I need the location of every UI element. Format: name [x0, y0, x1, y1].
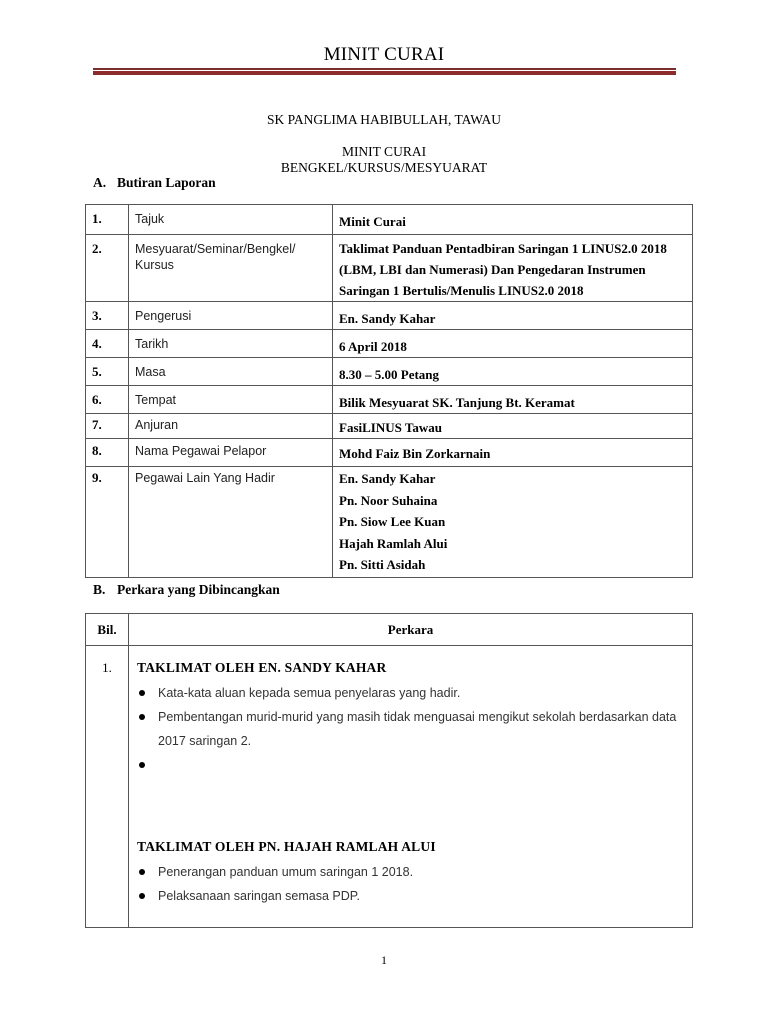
row-field [129, 414, 333, 439]
table-row [86, 414, 693, 439]
table-row [86, 358, 693, 386]
row-field [129, 330, 333, 358]
page-number: 1 [381, 953, 387, 967]
row-value-text: 6 April 2018 [339, 339, 407, 354]
bullet-list [137, 860, 684, 908]
row-value [333, 386, 693, 414]
row-field [129, 235, 333, 302]
list-item [137, 884, 684, 908]
details-table [85, 204, 693, 578]
table-row [86, 330, 693, 358]
row-number: 5. [86, 358, 129, 386]
row-field-label: Anjuran [135, 418, 179, 432]
bil-header: Bil. [86, 614, 129, 646]
attendee-name: Hajah Ramlah Alui [339, 535, 448, 551]
topic-title: TAKLIMAT OLEH PN. HAJAH RAMLAH ALUI [137, 839, 436, 854]
table-row [86, 302, 693, 330]
row-field [129, 386, 333, 414]
item-number: 1. [86, 646, 129, 928]
row-field-label: Nama Pegawai Pelapor [135, 444, 267, 458]
row-value-text: FasiLINUS Tawau [339, 420, 442, 435]
table-row [86, 205, 693, 235]
row-number: 6. [86, 386, 129, 414]
school-name: SK PANGLIMA HABIBULLAH, TAWAU [266, 112, 502, 127]
row-number: 9. [86, 467, 129, 578]
row-value [333, 414, 693, 439]
table-row [86, 386, 693, 414]
row-number: 4. [86, 330, 129, 358]
document-title: MINIT CURAI [341, 144, 427, 159]
attendee-name: Pn. Noor Suhaina [339, 492, 438, 508]
row-value-text: 8.30 – 5.00 Petang [339, 367, 440, 382]
section-a-label: Butiran Laporan [117, 175, 216, 190]
row-value: Taklimat Panduan Pentadbiran Saringan 1 LINUS2.0 2018 (LBM, LBI dan Numerasi) Dan Pengedaran Instrumen Saringan 1 Bertulis/Menulis LINUS2.0 2018 [333, 235, 693, 302]
row-value [333, 439, 693, 467]
blank-space [137, 777, 684, 839]
attendee-name: Pn. Siow Lee Kuan [339, 514, 446, 529]
row-number: 3. [86, 302, 129, 330]
row-field [129, 205, 333, 235]
page-header-title: MINIT CURAI [323, 44, 445, 65]
row-field-label: Mesyuarat/Seminar/Bengkel/ Kursus [135, 242, 296, 272]
row-number: 7. [86, 414, 129, 439]
list-item-text: Pembentangan murid-murid yang masih tidak menguasai mengikut sekolah berdasarkan data 2017 saringan 2. [158, 710, 677, 748]
attendee-name: En. Sandy Kahar [339, 471, 436, 486]
bullet-icon [139, 869, 145, 875]
section-a-letter: A. [93, 175, 107, 190]
bullet-icon [139, 762, 145, 768]
row-field [129, 358, 333, 386]
list-item-text: Penerangan panduan umum saringan 1 2018. [158, 865, 414, 879]
section-b-letter: B. [93, 582, 106, 597]
bullet-icon [139, 893, 145, 899]
table-header-row [86, 614, 693, 646]
item-content [129, 646, 693, 928]
row-field-label: Tempat [135, 393, 176, 407]
document-subtitle: BENGKEL/KURSUS/MESYUARAT [280, 160, 488, 175]
row-number: 2. [86, 235, 129, 302]
table-row [86, 646, 693, 928]
row-field-label: Tarikh [135, 337, 169, 351]
perkara-header: Perkara [129, 614, 693, 646]
list-item-text: Kata-kata aluan kepada semua penyelaras yang hadir. [158, 686, 461, 700]
row-number: 8. [86, 439, 129, 467]
row-field-label: Tajuk [135, 212, 165, 226]
row-field [129, 302, 333, 330]
bullet-list [137, 681, 684, 777]
attendee-list [333, 467, 693, 578]
row-number: 1. [86, 205, 129, 235]
list-item [137, 705, 684, 753]
row-value-text: Bilik Mesyuarat SK. Tanjung Bt. Keramat [339, 395, 575, 410]
row-field-label: Pegawai Lain Yang Hadir [135, 471, 275, 485]
row-value-text: Minit Curai [339, 214, 406, 229]
bullet-icon [139, 714, 145, 720]
row-value [333, 330, 693, 358]
list-item [137, 681, 684, 705]
row-value [333, 358, 693, 386]
table-row [86, 235, 693, 302]
list-item [137, 753, 684, 777]
row-field [129, 439, 333, 467]
bullet-icon [139, 690, 145, 696]
row-value-text: En. Sandy Kahar [339, 311, 436, 326]
row-value [333, 205, 693, 235]
table-row [86, 439, 693, 467]
header-rule-thick [93, 71, 676, 75]
table-row [86, 467, 693, 578]
section-b-heading [93, 582, 280, 598]
row-value [333, 302, 693, 330]
row-field-label: Pengerusi [135, 309, 192, 323]
row-value-text: Mohd Faiz Bin Zorkarnain [339, 446, 491, 461]
section-b-label: Perkara yang Dibincangkan [117, 582, 280, 597]
discussion-table [85, 613, 693, 928]
list-item [137, 860, 684, 884]
attendee-name: Pn. Sitti Asidah [339, 557, 426, 572]
topic-title: TAKLIMAT OLEH EN. SANDY KAHAR [137, 660, 387, 675]
header-rule-thin [93, 68, 676, 70]
row-field-label: Masa [135, 365, 166, 379]
row-field [129, 467, 333, 578]
section-a-heading [93, 175, 216, 191]
list-item-text: Pelaksanaan saringan semasa PDP. [158, 889, 360, 903]
